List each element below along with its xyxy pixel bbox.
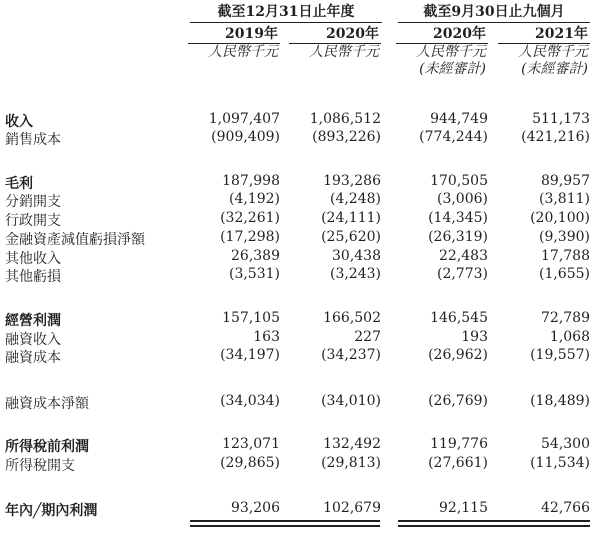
row-value: 944,749 [430, 111, 488, 127]
row-value: (1,655) [538, 266, 590, 282]
row-value: 187,998 [222, 173, 280, 189]
row-value: 72,789 [541, 310, 590, 326]
row-value: (26,319) [428, 229, 488, 245]
row-label: 行政開支 [5, 213, 61, 229]
row-value: (34,010) [321, 393, 381, 409]
row-value: 193 [461, 329, 488, 345]
row-label: 融資成本淨額 [5, 396, 89, 412]
row-value: 89,957 [541, 173, 590, 189]
column-header [498, 26, 590, 78]
period-group-rule [190, 22, 382, 23]
row-value: 54,300 [541, 436, 590, 452]
row-label: 其他收入 [5, 251, 61, 267]
row-value: 1,068 [549, 329, 590, 345]
period-group-title: 截至12月31日止年度 [217, 4, 355, 20]
row-value: 22,483 [439, 248, 488, 264]
row-value: (421,216) [521, 129, 590, 145]
column-header [188, 26, 280, 61]
column-unit: 人民幣千元 [416, 44, 486, 60]
row-value: 119,776 [430, 436, 488, 452]
row-value: 146,545 [430, 310, 488, 326]
row-value: (909,409) [211, 129, 280, 145]
column-unit: 人民幣千元 [309, 44, 379, 60]
row-label: 銷售成本 [5, 132, 61, 148]
row-value: (3,243) [329, 266, 381, 282]
row-value: 170,505 [430, 173, 488, 189]
row-value: (3,531) [228, 266, 280, 282]
column-unit: 人民幣千元 [208, 44, 278, 60]
row-value: (29,813) [321, 455, 381, 471]
row-label: 分銷開支 [5, 194, 61, 210]
period-group-title: 截至9月30日止九個月 [423, 4, 565, 20]
row-value: (4,192) [228, 191, 280, 207]
row-value: 42,766 [541, 500, 590, 516]
row-label: 毛利 [5, 176, 33, 192]
row-value: 30,438 [332, 248, 381, 264]
row-value: 166,502 [323, 310, 381, 326]
row-value: 92,115 [439, 500, 488, 516]
period-group-header [190, 3, 382, 23]
row-value: 163 [253, 329, 280, 345]
row-label: 所得稅開支 [5, 458, 75, 474]
row-label: 金融資產減值虧損淨額 [5, 232, 145, 248]
row-value: (27,661) [428, 455, 488, 471]
row-value: 123,071 [222, 436, 280, 452]
row-label: 年內╱期內利潤 [5, 503, 98, 519]
row-label: 經營利潤 [5, 313, 61, 329]
row-value: (774,244) [419, 129, 488, 145]
row-value: (14,345) [428, 210, 488, 226]
row-value: 1,086,512 [309, 111, 381, 127]
row-value: 227 [354, 329, 381, 345]
row-value: (893,226) [312, 129, 381, 145]
column-audit-note: (未經審計) [419, 61, 486, 77]
row-label: 其他虧損 [5, 269, 61, 285]
row-value: (17,298) [220, 229, 280, 245]
row-value: 157,105 [222, 310, 280, 326]
row-value: (34,197) [220, 347, 280, 363]
row-value: (34,237) [321, 347, 381, 363]
row-label: 收入 [5, 114, 33, 130]
row-value: (2,773) [436, 266, 488, 282]
row-value: 93,206 [231, 500, 280, 516]
column-header [289, 26, 381, 61]
row-value: (3,811) [538, 191, 590, 207]
row-value: (29,865) [220, 455, 280, 471]
row-value: (26,769) [428, 393, 488, 409]
row-value: (25,620) [321, 229, 381, 245]
row-value: (3,006) [436, 191, 488, 207]
row-value: 102,679 [323, 500, 381, 516]
row-value: (24,111) [321, 210, 381, 226]
row-value: 132,492 [323, 436, 381, 452]
row-value: (18,489) [530, 393, 590, 409]
column-year: 2021年 [498, 26, 590, 44]
column-audit-note: (未經審計) [521, 61, 588, 77]
row-value: 17,788 [541, 248, 590, 264]
column-year: 2019年 [188, 26, 280, 44]
period-group-rule [398, 22, 590, 23]
row-value: (11,534) [530, 455, 590, 471]
row-value: 511,173 [532, 111, 590, 127]
period-group-header [398, 3, 590, 23]
row-label: 所得稅前利潤 [5, 439, 89, 455]
column-year: 2020年 [396, 26, 488, 44]
row-value: (9,390) [538, 229, 590, 245]
column-year: 2020年 [289, 26, 381, 44]
row-value: 1,097,407 [208, 111, 280, 127]
row-value: (34,034) [220, 393, 280, 409]
row-value: (26,962) [428, 347, 488, 363]
total-double-underline [190, 520, 380, 527]
column-header [396, 26, 488, 78]
column-unit: 人民幣千元 [518, 44, 588, 60]
row-label: 融資成本 [5, 350, 61, 366]
row-value: (32,261) [220, 210, 280, 226]
total-double-underline [398, 520, 590, 527]
row-value: 193,286 [323, 173, 381, 189]
row-value: (20,100) [530, 210, 590, 226]
row-value: (4,248) [329, 191, 381, 207]
row-value: (19,557) [530, 347, 590, 363]
row-value: 26,389 [231, 248, 280, 264]
row-label: 融資收入 [5, 332, 61, 348]
